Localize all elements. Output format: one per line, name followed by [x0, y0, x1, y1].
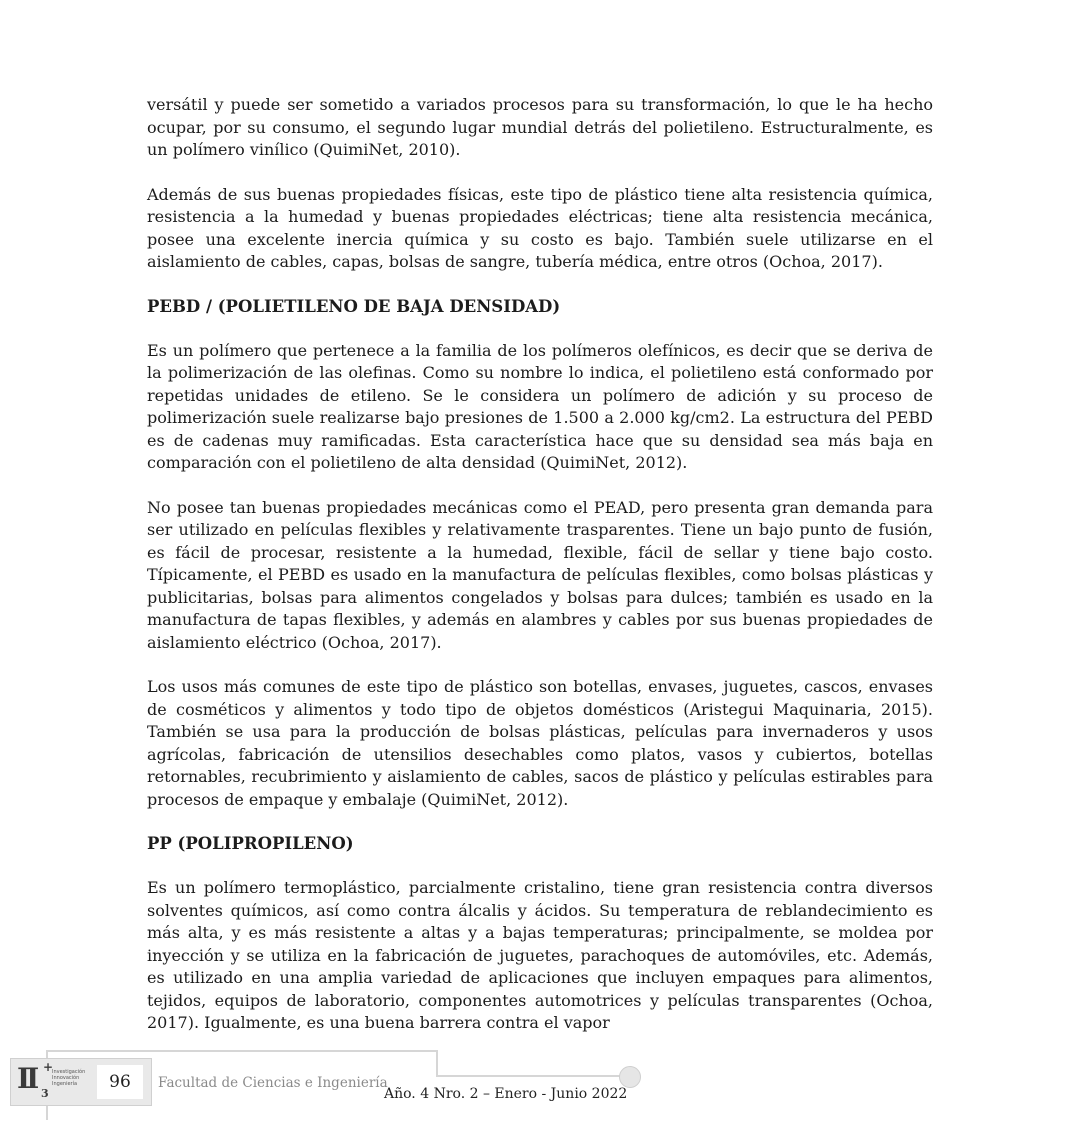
logo-plus: + — [43, 1060, 54, 1074]
journal-logo — [10, 1058, 152, 1106]
heading-pebd: PEBD / (POLIETILENO DE BAJA DENSIDAD) — [147, 296, 561, 316]
article-body — [147, 94, 933, 1057]
footer-middle-line — [436, 1075, 622, 1077]
paragraph-1: versátil y puede ser sometido a variados procesos para su transformación, lo que le ha hecho ocupar, por su consumo, el segundo lugar mundial detrás del polietileno. Estructuralmente, es un polímero vinílico (QuimiNet, 2010). — [147, 95, 933, 159]
logo-subscript: 3 — [41, 1087, 49, 1100]
paragraph-2: Además de sus buenas propiedades físicas, este tipo de plástico tiene alta resistencia química, resistencia a la humedad y buenas propiedades eléctricas; tiene alta resistencia mecánica, posee una excelente inercia química y su costo es bajo. También suele utilizarse en el aislamiento de cables, capas, bolsas de sangre, tubería médica, entre otros (Ochoa, 2017). — [147, 184, 933, 271]
paragraph-5: Los usos más comunes de este tipo de plástico son botellas, envases, juguetes, cascos, envases de cosméticos y alimentos y todo tipo de objetos domésticos (Aristegui Maquinaria, 2015). También se usa para la producción de bolsas plásticas, películas para invernaderos y usos agrícolas, fabricación de utensilios desechables como platos, vasos y cubiertos, botellas retornables, recubrimiento y aislamiento de cables, sacos de plástico y películas estirables para procesos de empaque y embalaje (QuimiNet, 2012). — [147, 677, 933, 809]
logo-mark: II — [17, 1062, 36, 1095]
paragraph-4: No posee tan buenas propiedades mecánicas como el PEAD, pero presenta gran demanda para ser utilizado en películas flexibles y relativamente trasparentes. Tiene un bajo punto de fusión, es fácil de procesar, resistente a la humedad, flexible, fácil de sellar y tiene bajo costo. Típicamente, el PEBD es usado en la manufactura de películas flexibles, como bolsas plásticas y publicitarias, bolsas para alimentos congelados y bolsas para dulces; también es usado en la manufactura de tapas flexibles, y además en alambres y cables por sus buenas propiedades de aislamiento eléctrico (Ochoa, 2017). — [147, 497, 933, 652]
page-footer — [0, 1040, 1080, 1131]
faculty-name: Facultad de Ciencias e Ingeniería — [158, 1075, 388, 1091]
paragraph-3: Es un polímero que pertenece a la familia de los polímeros olefínicos, es decir que se deriva de la polimerización de las olefinas. Como su nombre lo indica, el polietileno está conformado por repetidas unidades de etileno. Se le considera un polímero de adición y su proceso de polimerización suele realizarse bajo presiones de 1.500 a 2.000 kg/cm2. La estructura del PEBD es de cadenas muy ramificadas. Esta característica hace que su densidad sea más baja en comparación con el polietileno de alta densidad (QuimiNet, 2012). — [147, 340, 933, 472]
footer-vertical-line — [436, 1050, 438, 1076]
footer-dot — [619, 1066, 641, 1088]
paragraph-6: Es un polímero termoplástico, parcialmente cristalino, tiene gran resistencia contra diversos solventes químicos, así como contra álcalis y ácidos. Su temperatura de reblandecimiento es más alta, y es más resistente a altas y a bajas temperaturas; principalmente, se moldea por inyección y se utiliza en la fabricación de juguetes, parachoques de automóviles, etc. Además, es utilizado en una amplia variedad de aplicaciones que incluyen empaques para alimentos, tejidos, equipos de laboratorio, componentes automotrices y películas transparentes (Ochoa, 2017). Igualmente, es una buena barrera contra el vapor — [147, 878, 933, 1032]
page-number: 96 — [97, 1065, 143, 1099]
logo-text: Investigación Innovación Ingeniería — [52, 1069, 86, 1087]
issue-info: Año. 4 Nro. 2 – Enero - Junio 2022 — [384, 1086, 628, 1102]
footer-top-line — [46, 1050, 437, 1052]
heading-pp: PP (POLIPROPILENO) — [147, 834, 354, 853]
